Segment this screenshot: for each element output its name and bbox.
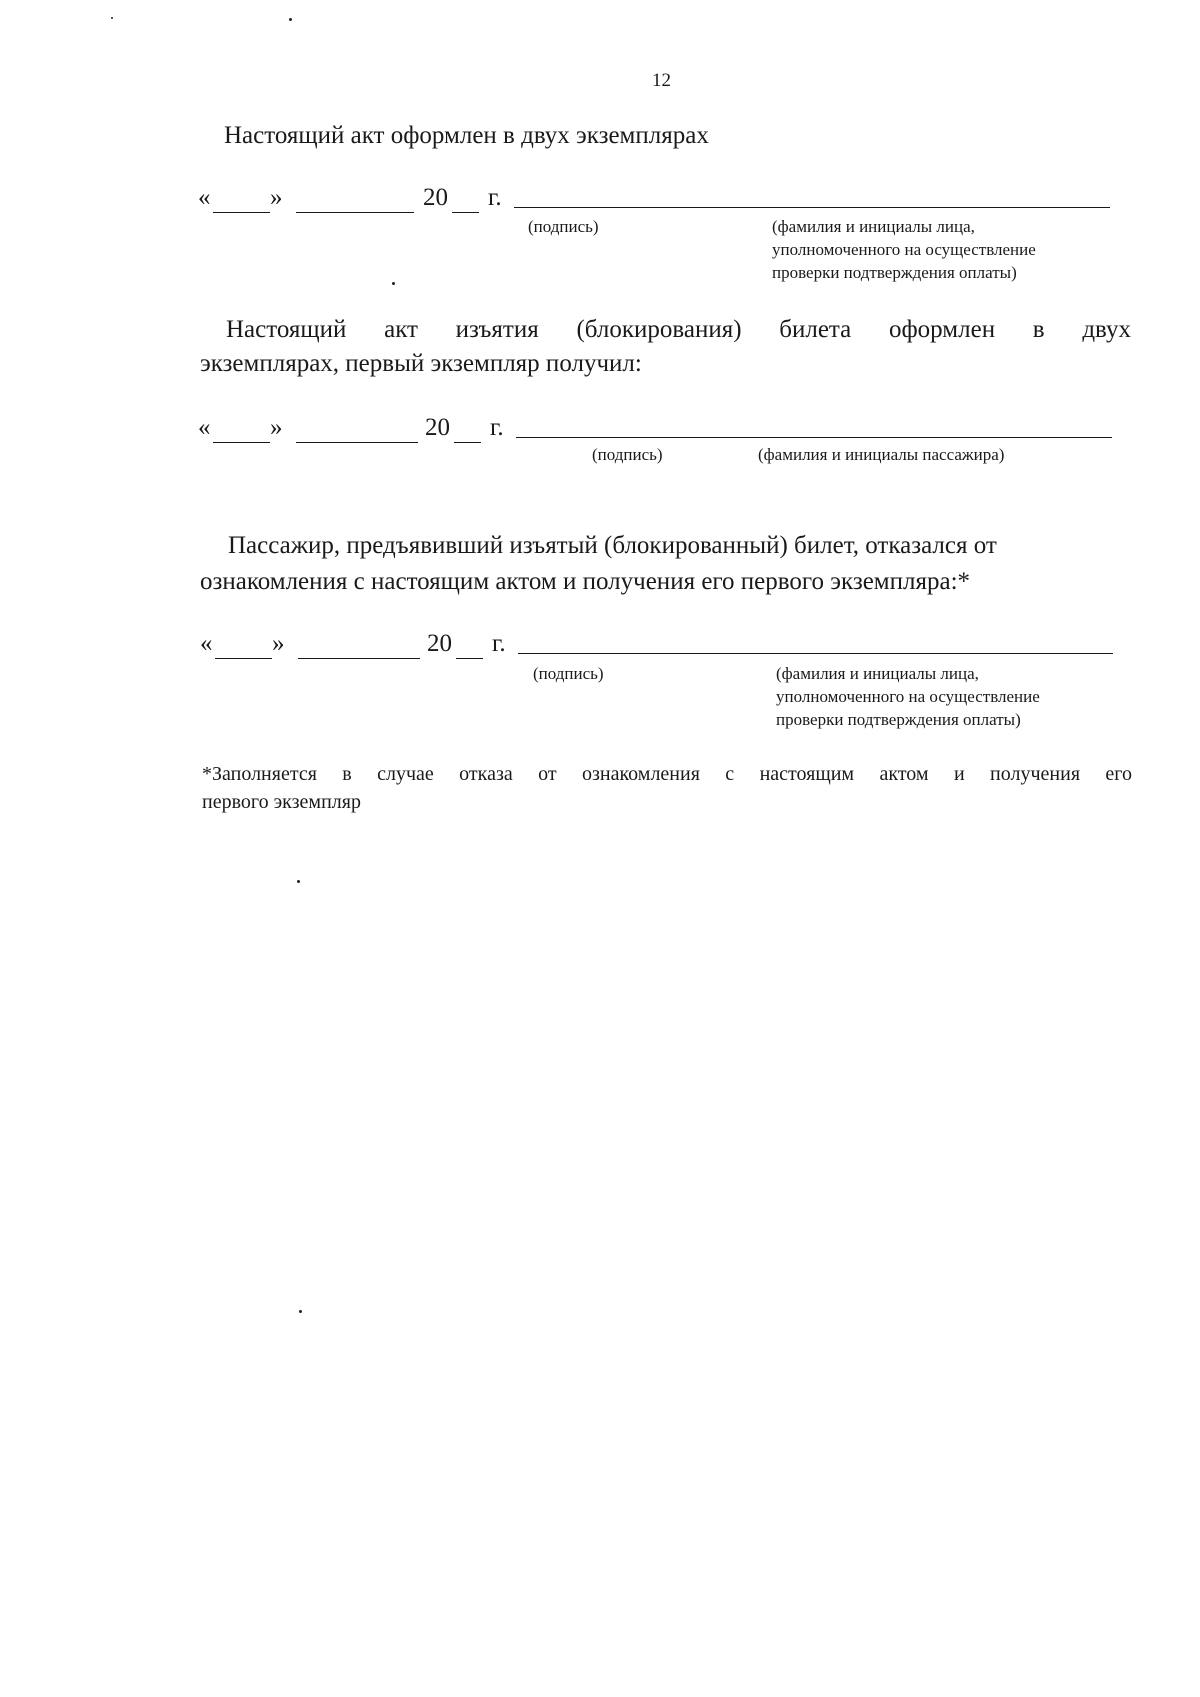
name-caption-line: уполномоченного на осуществление: [772, 240, 1036, 259]
close-quote: »: [270, 414, 283, 441]
close-quote: »: [272, 630, 285, 657]
signature-caption: (подпись): [528, 217, 599, 236]
section1-text: Настоящий акт оформлен в двух экземплярах: [224, 122, 709, 149]
footnote-line: первого экземпляр: [202, 791, 361, 813]
open-quote: «: [198, 184, 211, 211]
year-prefix: 20: [423, 184, 448, 211]
section2-text-line: экземплярах, первый экземпляр получил:: [200, 350, 642, 377]
name-caption-line: проверки подтверждения оплаты): [772, 263, 1017, 282]
section3-text-line: Пассажир, предъявивший изъятый (блокированный) билет, отказался от: [228, 532, 997, 559]
year-blank[interactable]: [452, 212, 479, 213]
name-caption-line: уполномоченного на осуществление: [776, 687, 1040, 706]
open-quote: «: [198, 414, 211, 441]
scan-speck: [111, 17, 113, 19]
name-caption: [772, 215, 1036, 284]
day-blank[interactable]: [213, 442, 270, 443]
year-prefix: 20: [425, 414, 450, 441]
year-suffix: г.: [492, 630, 506, 657]
year-blank[interactable]: [454, 442, 481, 443]
signature-name-blank[interactable]: [518, 653, 1113, 654]
year-prefix: 20: [427, 630, 452, 657]
page-number: 12: [652, 70, 671, 91]
name-caption: (фамилия и инициалы пассажира): [758, 445, 1005, 464]
signature-caption: (подпись): [533, 664, 604, 683]
day-blank[interactable]: [213, 212, 270, 213]
year-suffix: г.: [488, 184, 502, 211]
name-caption-line: (фамилия и инициалы лица,: [772, 217, 975, 236]
signature-name-blank[interactable]: [516, 437, 1112, 438]
year-suffix: г.: [490, 414, 504, 441]
section3-text-line: ознакомления с настоящим актом и получения его первого экземпляра:*: [200, 568, 971, 595]
scan-speck: [392, 282, 395, 285]
signature-name-blank[interactable]: [514, 207, 1110, 208]
open-quote: «: [200, 630, 213, 657]
footnote-line: *Заполняется в случае отказа от ознакомления с настоящим актом и получения его: [202, 763, 1132, 785]
scan-speck: [297, 880, 300, 883]
name-caption: [776, 662, 1040, 731]
day-blank[interactable]: [215, 658, 272, 659]
month-blank[interactable]: [296, 442, 418, 443]
name-caption-line: (фамилия и инициалы лица,: [776, 664, 979, 683]
scan-speck: [299, 1310, 302, 1313]
close-quote: »: [270, 184, 283, 211]
month-blank[interactable]: [296, 212, 414, 213]
signature-caption: (подпись): [592, 445, 663, 464]
scan-speck: [289, 18, 292, 21]
month-blank[interactable]: [298, 658, 420, 659]
name-caption-line: проверки подтверждения оплаты): [776, 710, 1021, 729]
footnote: [202, 760, 1132, 816]
section2-text-line: Настоящий акт изъятия (блокирования) билета оформлен в двух: [226, 316, 1131, 343]
year-blank[interactable]: [456, 658, 483, 659]
